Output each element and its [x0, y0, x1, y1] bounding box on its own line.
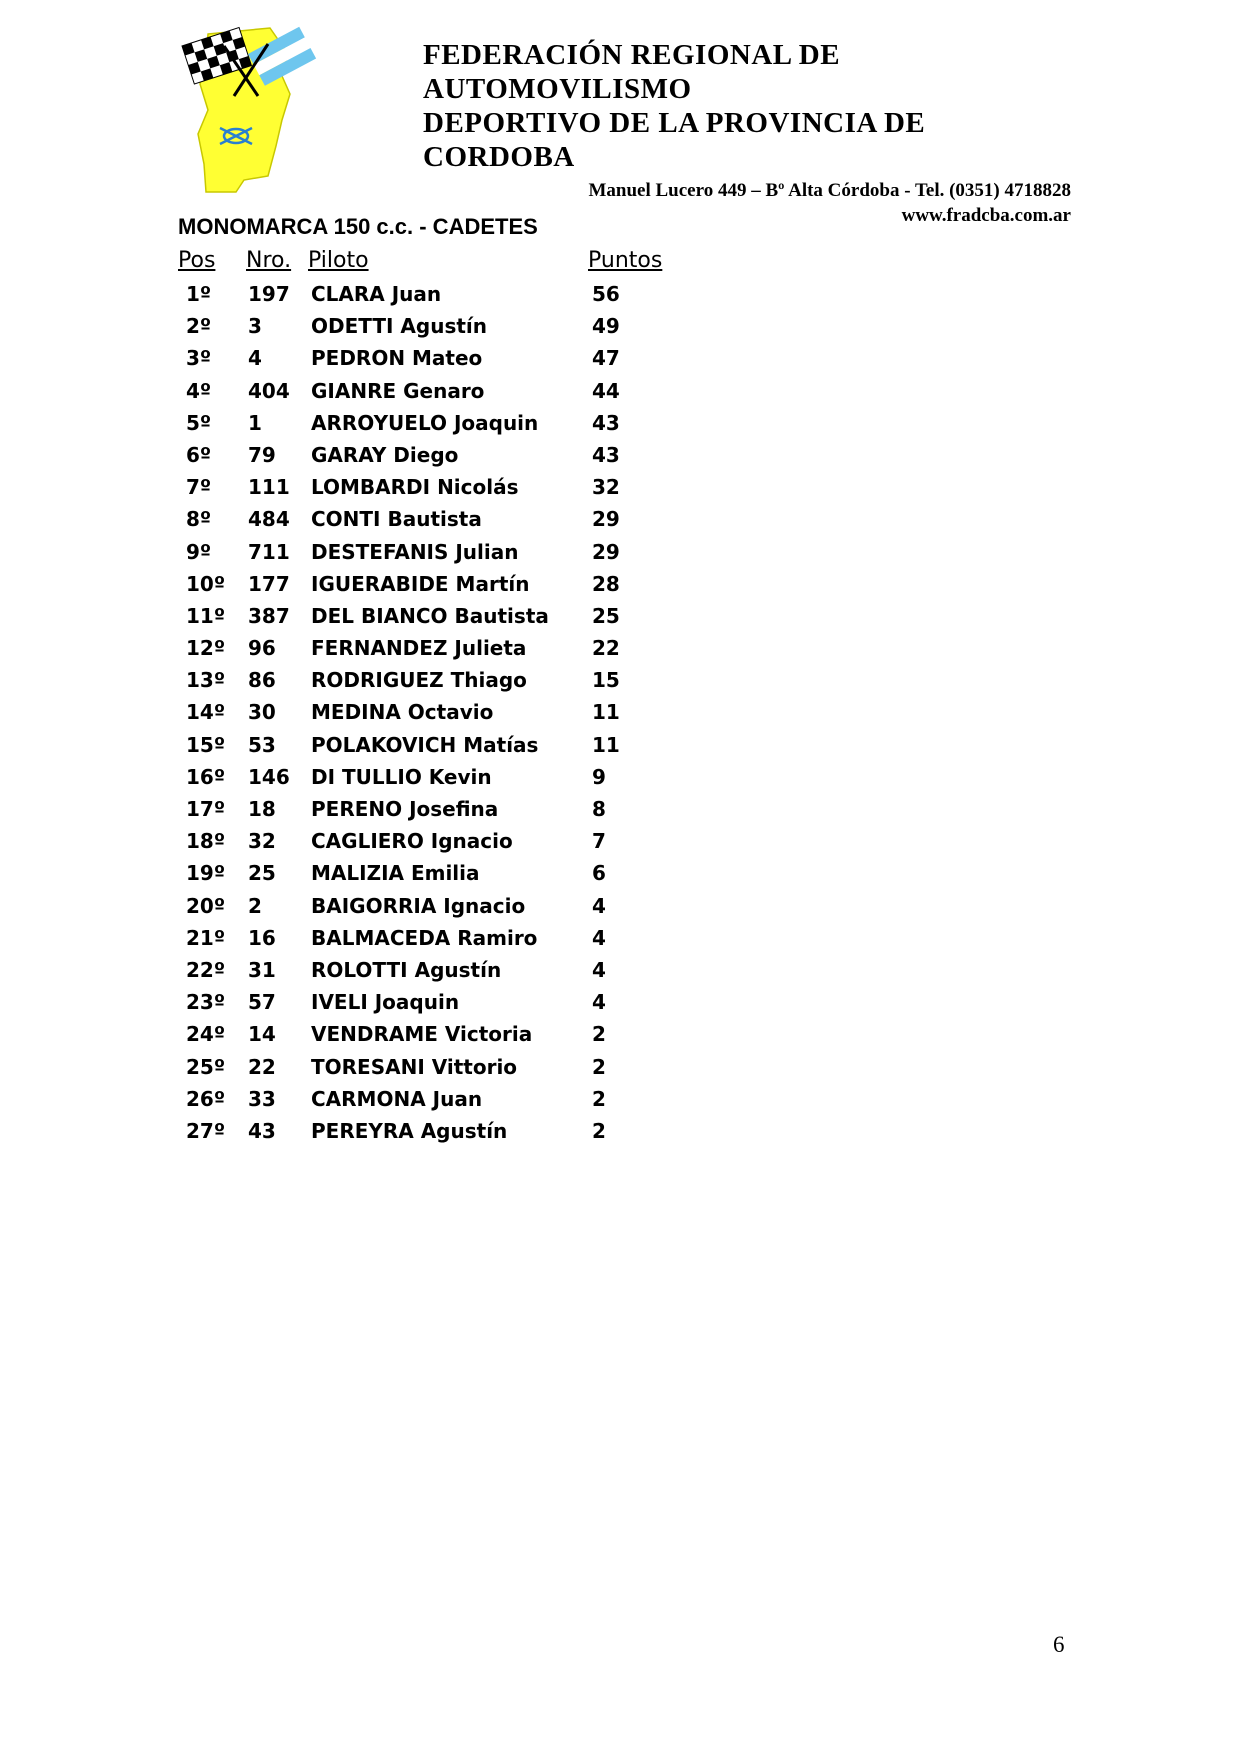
row-nro: 404	[248, 378, 290, 403]
row-piloto: DEL BIANCO Bautista	[311, 603, 549, 628]
row-puntos: 2	[592, 1086, 606, 1111]
row-nro: 1	[248, 410, 262, 435]
row-nro: 4	[248, 346, 262, 371]
row-puntos: 43	[592, 410, 620, 435]
row-puntos: 11	[592, 700, 620, 725]
row-pos: 14º	[186, 700, 226, 725]
row-piloto: DI TULLIO Kevin	[311, 764, 492, 789]
row-puntos: 22	[592, 636, 620, 661]
row-nro: 32	[248, 829, 276, 854]
row-puntos: 29	[592, 507, 620, 532]
row-puntos: 2	[592, 1022, 606, 1047]
row-puntos: 4	[592, 925, 606, 950]
row-pos: 13º	[186, 668, 226, 693]
row-pos: 3º	[186, 346, 212, 371]
row-piloto: VENDRAME Victoria	[311, 1022, 533, 1047]
row-puntos: 49	[592, 314, 620, 339]
row-nro: 14	[248, 1022, 276, 1047]
row-piloto: TORESANI Vittorio	[311, 1054, 518, 1079]
row-nro: 711	[248, 539, 290, 564]
row-nro: 2	[248, 893, 262, 918]
row-piloto: PEDRON Mateo	[311, 346, 483, 371]
row-nro: 79	[248, 442, 276, 467]
row-piloto: RODRIGUEZ Thiago	[311, 668, 527, 693]
row-pos: 9º	[186, 539, 212, 564]
row-piloto: BALMACEDA Ramiro	[311, 925, 538, 950]
row-pos: 19º	[186, 861, 226, 886]
row-piloto: MEDINA Octavio	[311, 700, 494, 725]
row-nro: 484	[248, 507, 290, 532]
row-pos: 8º	[186, 507, 212, 532]
header-pos: Pos	[178, 248, 216, 273]
row-nro: 57	[248, 990, 276, 1015]
category-title: MONOMARCA 150 c.c. - CADETES	[178, 214, 538, 239]
row-pos: 6º	[186, 442, 212, 467]
row-nro: 22	[248, 1054, 276, 1079]
row-pos: 15º	[186, 732, 226, 757]
row-piloto: CONTI Bautista	[311, 507, 482, 532]
row-puntos: 11	[592, 732, 620, 757]
row-piloto: PERENO Josefina	[311, 797, 499, 821]
row-pos: 17º	[186, 797, 226, 821]
row-pos: 2º	[186, 314, 212, 339]
row-piloto: CLARA Juan	[311, 282, 442, 306]
row-piloto: IGUERABIDE Martín	[311, 571, 530, 596]
row-nro: 146	[248, 764, 290, 789]
row-pos: 21º	[186, 925, 226, 950]
row-puntos: 8	[592, 797, 606, 821]
row-puntos: 6	[592, 861, 606, 886]
row-puntos: 7	[592, 829, 606, 854]
row-pos: 27º	[186, 1118, 226, 1143]
row-pos: 5º	[186, 410, 212, 435]
row-pos: 1º	[186, 282, 212, 306]
row-pos: 16º	[186, 764, 226, 789]
row-puntos: 56	[592, 282, 620, 306]
org-name-line2: DEPORTIVO DE LA PROVINCIA DE CORDOBA	[423, 107, 926, 173]
org-website: www.fradcba.com.ar	[901, 205, 1071, 226]
row-pos: 26º	[186, 1086, 226, 1111]
row-puntos: 2	[592, 1118, 606, 1143]
row-nro: 31	[248, 957, 276, 982]
row-pos: 24º	[186, 1022, 226, 1047]
row-pos: 20º	[186, 893, 226, 918]
row-piloto: LOMBARDI Nicolás	[311, 475, 519, 500]
header-puntos: Puntos	[588, 248, 663, 273]
row-nro: 53	[248, 732, 276, 757]
row-nro: 43	[248, 1118, 276, 1143]
row-nro: 18	[248, 797, 276, 821]
row-puntos: 32	[592, 475, 620, 500]
row-puntos: 2	[592, 1054, 606, 1079]
header-piloto: Piloto	[308, 248, 369, 273]
header-nro: Nro.	[246, 248, 292, 273]
row-puntos: 28	[592, 571, 620, 596]
row-pos: 11º	[186, 603, 226, 628]
row-piloto: GIANRE Genaro	[311, 378, 485, 403]
row-nro: 30	[248, 700, 276, 725]
row-piloto: POLAKOVICH Matías	[311, 732, 539, 757]
row-nro: 111	[248, 475, 290, 500]
row-piloto: IVELI Joaquin	[311, 990, 460, 1015]
row-puntos: 15	[592, 668, 620, 693]
row-pos: 10º	[186, 571, 226, 596]
row-pos: 7º	[186, 475, 212, 500]
row-puntos: 29	[592, 539, 620, 564]
row-nro: 96	[248, 636, 276, 661]
row-puntos: 4	[592, 990, 606, 1015]
row-piloto: BAIGORRIA Ignacio	[311, 893, 526, 918]
row-pos: 18º	[186, 829, 226, 854]
row-puntos: 9	[592, 764, 606, 789]
row-piloto: MALIZIA Emilia	[311, 861, 480, 886]
row-nro: 25	[248, 861, 276, 886]
row-nro: 387	[248, 603, 290, 628]
row-piloto: ROLOTTI Agustín	[311, 957, 502, 982]
row-pos: 4º	[186, 378, 212, 403]
row-puntos: 4	[592, 957, 606, 982]
row-piloto: ARROYUELO Joaquin	[311, 410, 539, 435]
row-pos: 25º	[186, 1054, 226, 1079]
row-piloto: DESTEFANIS Julian	[311, 539, 519, 564]
row-piloto: PEREYRA Agustín	[311, 1118, 508, 1143]
row-nro: 16	[248, 925, 276, 950]
row-piloto: FERNANDEZ Julieta	[311, 636, 527, 661]
row-pos: 12º	[186, 636, 226, 661]
row-nro: 177	[248, 571, 290, 596]
row-piloto: CARMONA Juan	[311, 1086, 483, 1111]
row-pos: 23º	[186, 990, 226, 1015]
row-puntos: 44	[592, 378, 620, 403]
row-puntos: 47	[592, 346, 620, 371]
row-nro: 3	[248, 314, 262, 339]
row-piloto: GARAY Diego	[311, 442, 459, 467]
row-puntos: 25	[592, 603, 620, 628]
row-piloto: ODETTI Agustín	[311, 314, 488, 339]
page-number: 6	[1053, 1632, 1065, 1657]
row-nro: 86	[248, 668, 276, 693]
row-puntos: 4	[592, 893, 606, 918]
row-nro: 33	[248, 1086, 276, 1111]
org-address: Manuel Lucero 449 – Bº Alta Córdoba - Tel. (0351) 4718828	[588, 180, 1071, 201]
organization-header	[271, 38, 1071, 228]
row-piloto: CAGLIERO Ignacio	[311, 829, 513, 854]
row-pos: 22º	[186, 957, 226, 982]
org-name-line1: FEDERACIÓN REGIONAL DE AUTOMOVILISMO	[423, 39, 841, 105]
row-puntos: 43	[592, 442, 620, 467]
row-nro: 197	[248, 282, 290, 306]
